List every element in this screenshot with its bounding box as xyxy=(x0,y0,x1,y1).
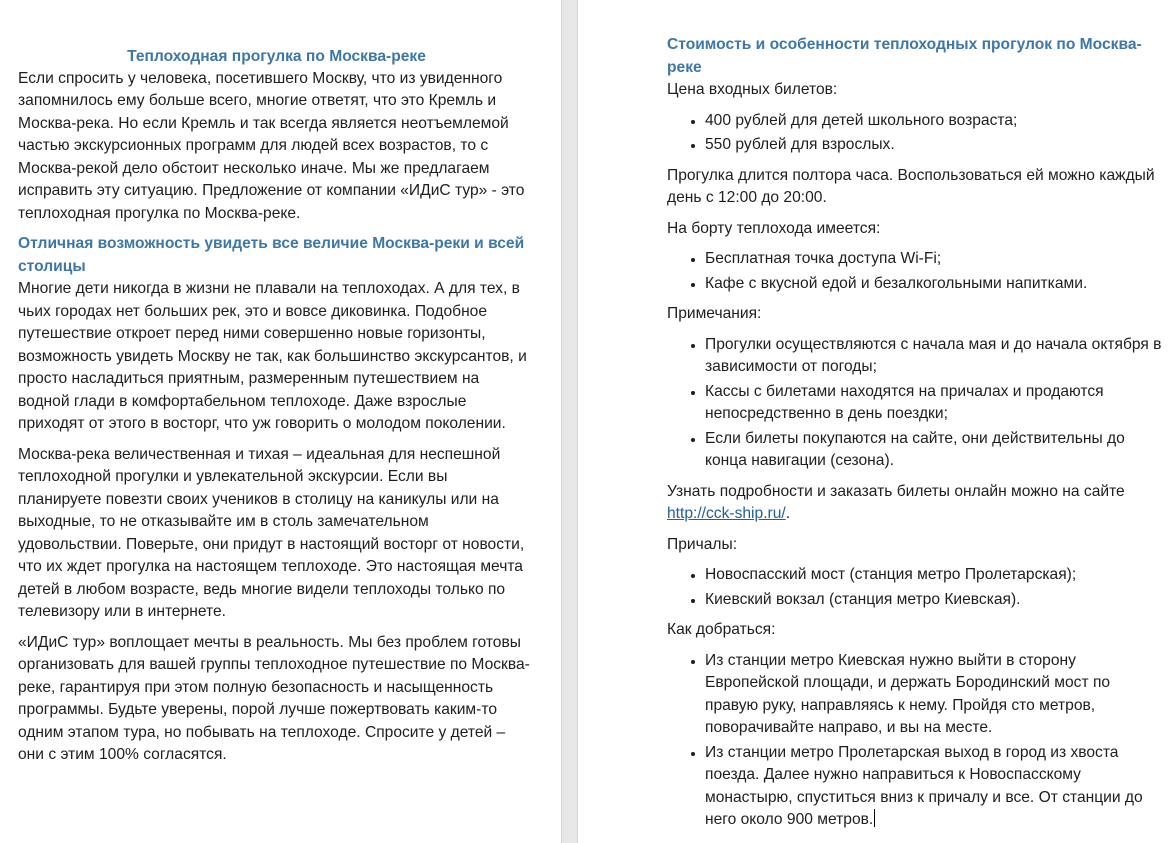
list-item: • 550 рублей для взрослых. xyxy=(705,134,1162,157)
cost-heading: Стоимость и особенности теплоходных прогулок по Москва-реке xyxy=(667,36,1142,76)
notes-list xyxy=(667,334,1162,473)
page-edge-left xyxy=(561,0,562,843)
notes-label: Примечания: xyxy=(667,305,762,322)
document-page-left[interactable] xyxy=(0,0,561,843)
booking-link[interactable]: http://cck-ship.ru/ xyxy=(667,505,786,522)
duration-paragraph: Прогулка длится полтора часа. Воспользоваться ей можно каждый день с 12:00 до 20:00. xyxy=(667,166,1155,206)
list-item: • Из станции метро Киевская нужно выйти в сторону Европейской площади, и держать Бородинский мост по правую руку, направляясь к нему. Пройдя сто метров, поворачивайте направо, и вы на месте. xyxy=(705,650,1162,740)
list-item: • Бесплатная точка доступа Wi-Fi; xyxy=(705,248,1162,271)
list-item: • Кассы с билетами находятся на причалах и продаются непосредственно в день поездки; xyxy=(705,381,1162,426)
list-item: • Киевский вокзал (станция метро Киевская). xyxy=(705,589,1162,612)
onboard-list xyxy=(667,248,1162,295)
list-item: • Новоспасский мост (станция метро Пролетарская); xyxy=(705,564,1162,587)
paragraph-idis-tour: «ИДиС тур» воплощает мечты в реальность. Мы без проблем готовы организовать для вашей группы теплоходное путешествие по Москва-реке, гарантируя при этом полную безопасность и насыщенность программы. Будьте уверены, порой лучше пожертвовать каким-то одним этапом тура, но побывать на теплоходе. Спросите у детей – они с этим 100% согласятся. xyxy=(18,633,530,763)
intro-paragraph: Если спросить у человека, посетившего Москву, что из увиденного запомнилось ему больше всего, многие ответят, что это Кремль и Москва-река. Но если Кремль и так всегда является неотъемлемой частью экскурсионных программ для людей всех возрастов, то с Москва-рекой дело обстоит несколько иначе. Мы же предлагаем исправить эту ситуацию. Предложение от компании «ИДиС тур» - это теплоходная прогулка по Москва-реке. xyxy=(18,69,525,222)
list-item: • Если билеты покупаются на сайте, они действительны до конца навигации (сезона). xyxy=(705,428,1162,473)
page-separator xyxy=(561,0,578,843)
text-cursor xyxy=(874,809,875,827)
list-item xyxy=(705,742,1162,832)
booking-paragraph xyxy=(667,481,1162,526)
list-item: • Кафе с вкусной едой и безалкогольными напитками. xyxy=(705,273,1162,296)
booking-end: . xyxy=(785,505,791,522)
directions-list xyxy=(667,650,1162,832)
list-item: • Прогулки осуществляются с начала мая и до начала октября в зависимости от погоды; xyxy=(705,334,1162,379)
list-item: • 400 рублей для детей школьного возраста; xyxy=(705,110,1162,133)
onboard-label: На борту теплохода имеется: xyxy=(667,219,881,237)
tickets-label: Цена входных билетов: xyxy=(667,81,838,98)
tickets-list xyxy=(667,110,1162,157)
document-page-right[interactable] xyxy=(578,0,1172,843)
directions-label: Как добраться: xyxy=(667,621,776,638)
document-title: Теплоходная прогулка по Москва-реке xyxy=(127,48,426,65)
paragraph-children-ships: Многие дети никогда в жизни не плавали на теплоходах. А для тех, в чьих городах нет больших рек, это и вовсе диковинка. Подобное путешествие откроет перед ними совершенно новые горизонты, возможность увидеть Москву не так, как большинство экскурсантов, и просто насладиться приятным, размеренным путешествием на водной глади в комфортабельном теплоходе. Даже взрослые приходят от этого в восторг, что уж говорить о молодом поколении. xyxy=(18,280,527,432)
directions-text: Из станции метро Пролетарская выход в город из хвоста поезда. Далее нужно направиться к Новоспасскому монастырю, спуститься вниз к причалу и все. От станции до него около 900 метров. xyxy=(705,743,1143,828)
paragraph-moscow-river: Москва-река величественная и тихая – идеальная для неспешной теплоходной прогулки и увлекательной экскурсии. Если вы планируете повезти своих учеников в столицу на каникулы или на выходные, то не отказывайте им в столь замечательном удовольствии. Поверьте, они придут в настоящий восторг от новости, что их ждет прогулка на настоящем теплоходе. Это настоящая мечта детей в любом возрасте, ведь многие видели теплоходы только по телевизору или в интернете. xyxy=(18,445,525,620)
section-subheading: Отличная возможность увидеть все величие Москва-реки и всей столицы xyxy=(18,235,525,275)
piers-label: Причалы: xyxy=(667,535,738,553)
booking-text: Узнать подробности и заказать билеты онлайн можно на сайте xyxy=(667,482,1125,500)
piers-list xyxy=(667,564,1162,611)
